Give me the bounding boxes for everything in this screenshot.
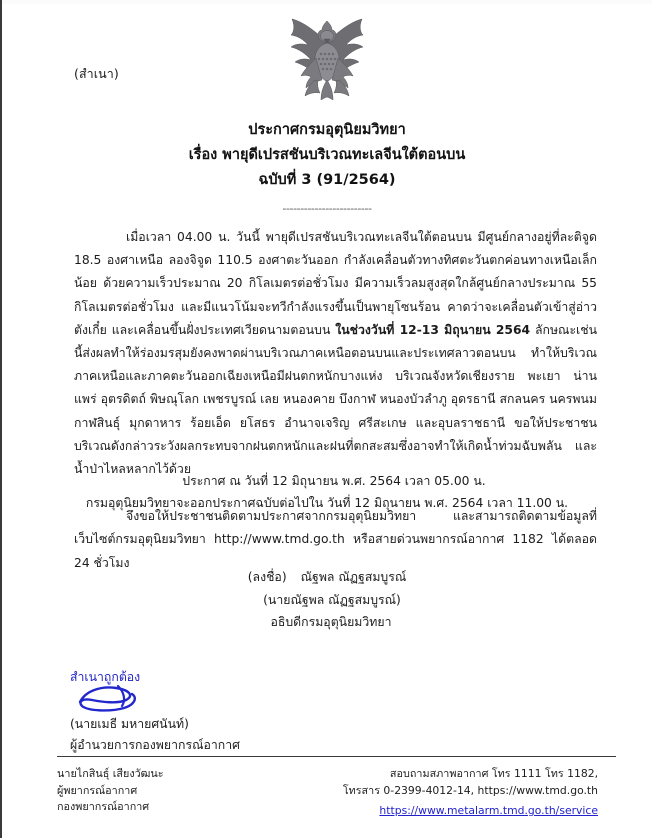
certifier-name: (นายเมธี มหายศนันท์) [70, 717, 189, 731]
title-divider: ------------------------- [282, 202, 372, 215]
footer-divider [57, 756, 616, 757]
paragraph-two-text: จึงขอให้ประชาชนติดตามประกาศจากกรมอุตุนิยมวิทยา และสามารถติดตามข้อมูลที่เว็บไซต์กรมอุตุนิยมวิทยา http://www.tmd.go.th หรือสายด่วนพยากรณ์อากาศ 1182 ได้ตลอด 24 ชั่วโมง [74, 509, 597, 570]
certification-block [70, 668, 330, 756]
signed-name: ณัฐพล ณัฏฐสมบูรณ์ [300, 570, 407, 584]
copy-marker: (สำเนา) [74, 66, 119, 81]
paragraph-one-text-b: ลักษณะเช่นนี้ส่งผลทำให้ร่องมรสุมยังคงพาดผ่านบริเวณภาคเหนือตอนบนและประเทศลาวตอนบน ทำให้บริเวณภาคเหนือและภาคตะวันออกเฉียงเหนือมีฝนตกหนักบางแห่ง บริเวณจังหวัดเชียงราย พะเยา น่าน แพร่ อุตรดิตถ์ พิษณุโลก เพชรบูรณ์ เลย หนองคาย บึงกาฬ หนองบัวลำภู อุดรธานี สกลนคร นครพนม กาฬสินธุ์ มุกดาหาร ร้อยเอ็ด ยโสธร อำนาจเจริญ ศรีสะเกษ และอุบลราชธานี ขอให้ประชาชนบริเวณดังกล่าวระวังผลกระทบจากฝนตกหนักและฝนที่ตกสะสมซึ่งอาจทำให้เกิดน้ำท่วมฉับพลัน และน้ำป่าไหลหลากไว้ด้วย [74, 322, 598, 477]
page-footer [57, 766, 616, 820]
garuda-emblem [268, 12, 386, 108]
document-title-block [2, 118, 652, 215]
page-title: ประกาศกรมอุตุนิยมวิทยา [248, 122, 406, 138]
contact-phone-line: สอบถามสภาพอากาศ โทร 1111 โทร 1182, [389, 767, 598, 780]
forecaster-division: กองพยากรณ์อากาศ [57, 800, 150, 813]
metalarm-service-link[interactable]: https://www.metalarm.tmd.go.th/service [379, 804, 598, 817]
paragraph-one-highlight: ในช่วงวันที่ 12-13 มิถุนายน 2564 [335, 322, 531, 337]
signer-printed-name: (นายณัฐพล ณัฏฐสมบูรณ์) [263, 592, 401, 607]
document-body [74, 226, 597, 575]
issued-block [2, 470, 652, 514]
signature-line [2, 566, 652, 589]
forecaster-name: นายไกสินธุ์ เสียงวัฒนะ [57, 767, 164, 780]
signer-position: อธิบดีกรมอุตุนิยมวิทยา [270, 615, 392, 629]
title-subject: เรื่อง พายุดีเปรสชันบริเวณทะเลจีนใต้ตอนบน [188, 147, 466, 163]
certified-copy-label: สำเนาถูกต้อง [70, 670, 141, 684]
handwritten-signature [72, 682, 330, 712]
certifier-position: ผู้อำนวยการกองพยากรณ์อากาศ [70, 738, 240, 752]
paragraph-one [74, 226, 597, 481]
paragraph-two [74, 505, 597, 575]
signed-label: (ลงชื่อ) [247, 570, 287, 584]
footer-right-column [343, 766, 616, 820]
next-announcement-line: กรมอุตุนิยมวิทยาจะออกประกาศฉบับต่อไปใน วันที่ 12 มิถุนายน พ.ศ. 2564 เวลา 11.00 น. [85, 496, 569, 510]
forecaster-title: ผู้พยากรณ์อากาศ [57, 783, 138, 797]
page-top-strip [2, 0, 652, 4]
title-issue-number: ฉบับที่ 3 (91/2564) [258, 172, 396, 188]
signature-block [2, 566, 652, 634]
footer-left-column [57, 766, 164, 816]
issued-date-line: ประกาศ ณ วันที่ 12 มิถุนายน พ.ศ. 2564 เวลา 05.00 น. [182, 474, 486, 488]
paragraph-one-text-a: เมื่อเวลา 04.00 น. วันนี้ พายุดีเปรสชันบริเวณทะเลจีนใต้ตอนบน มีศูนย์กลางอยู่ที่ละติจูด 18.5 องศาเหนือ ลองจิจูด 110.5 องศาตะวันออก กำลังเคลื่อนตัวทางทิศตะวันตกค่อนทางเหนือเล็กน้อย ด้วยความเร็วประมาณ 20 กิโลเมตรต่อชั่วโมง มีความเร็วลมสูงสุดใกล้ศูนย์กลางประมาณ 55 กิโลเมตรต่อชั่วโมง และมีแนวโน้มจะทวีกำลังแรงขึ้นเป็นพายุโซนร้อน คาดว่าจะเคลื่อนตัวเข้าสู่อ่าวตังเกี๋ย และเคลื่อนขึ้นฝั่งประเทศเวียดนามตอนบน [74, 230, 597, 337]
contact-fax-line: โทรสาร 0-2399-4012-14, https://www.tmd.go.th [342, 783, 598, 797]
